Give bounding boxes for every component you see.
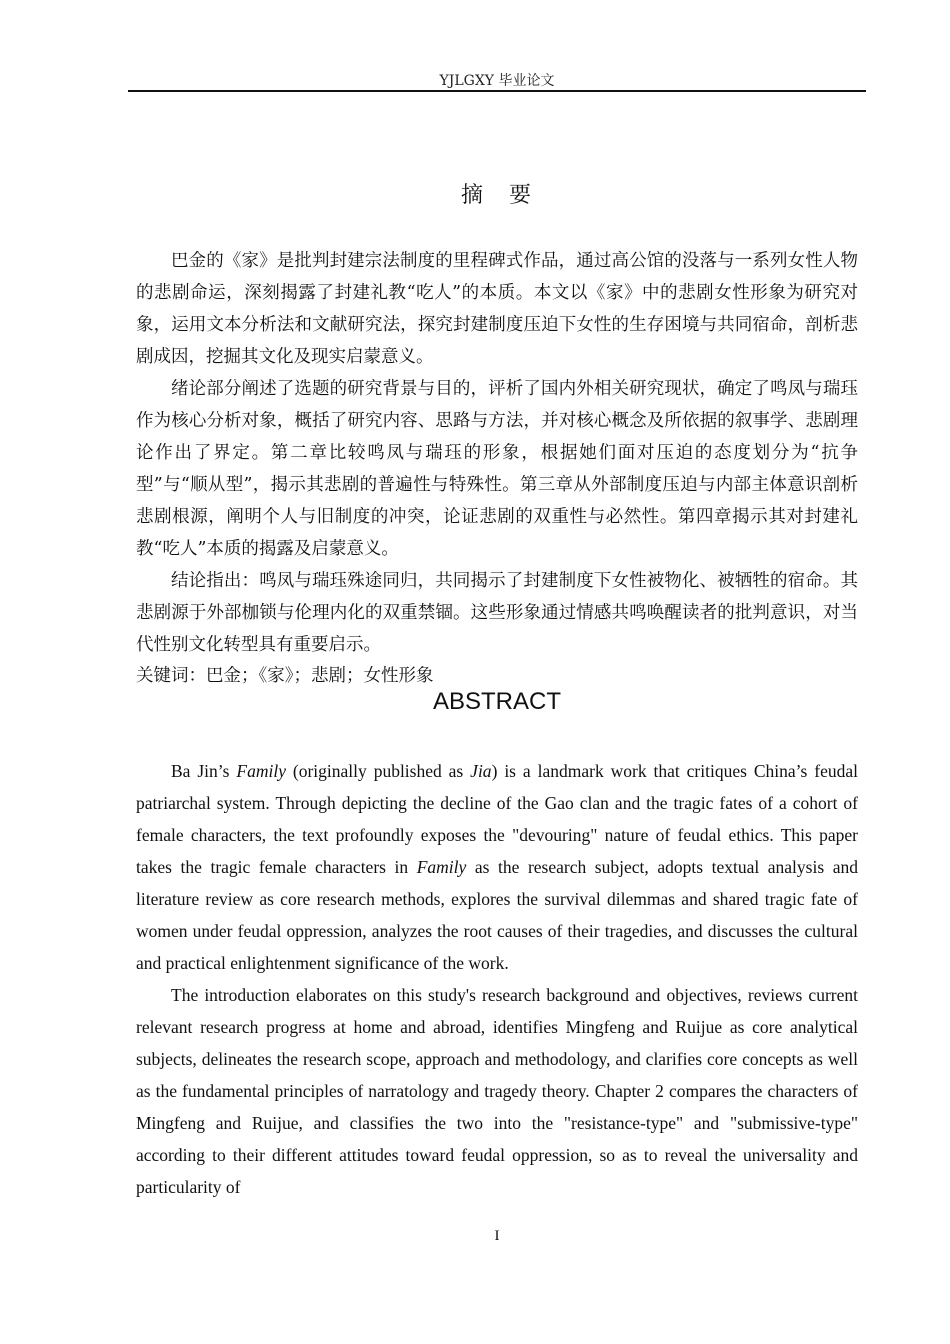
english-abstract-body — [136, 755, 858, 1203]
text-run: as the research subject, adopts textual analysis and literature review as core research methods, explores the survival dilemmas and shared tragic fate of women under feudal oppression, analyzes the root causes of their tragedies, and discusses the cultural and practical enlightenment significance of the work. — [136, 857, 858, 973]
header-rule — [128, 90, 866, 92]
english-abstract-title: ABSTRACT — [432, 688, 561, 715]
chinese-abstract-body — [136, 245, 858, 661]
chinese-abstract-paragraph: 巴金的《家》是批判封建宗法制度的里程碑式作品，通过高公馆的没落与一系列女性人物的悲剧命运，深刻揭露了封建礼教“吃人”的本质。本文以《家》中的悲剧女性形象为研究对象，运用文本分析法和文献研究法，探究封建制度压迫下女性的生存困境与共同宿命，剖析悲剧成因，挖掘其文化及现实启蒙意义。 — [136, 251, 858, 367]
keywords-label: 关键词： — [136, 666, 206, 686]
text-run: ) is a landmark work that critiques China’s feudal patriarchal system. Through depicting the decline of the Gao clan and the tragic fates of a cohort of female characters, the text profoundly exposes the "devouring" nature of feudal ethics. This paper takes the tragic female characters in — [136, 761, 858, 877]
italic-title-jia: Jia — [470, 761, 492, 781]
chinese-abstract-paragraph: 结论指出：鸣凤与瑞珏殊途同归，共同揭示了封建制度下女性被物化、被牺牲的宿命。其悲剧源于外部枷锁与伦理内化的双重禁锢。这些形象通过情感共鸣唤醒读者的批判意识，对当代性别文化转型具有重要启示。 — [136, 571, 858, 655]
italic-title-family: Family — [236, 761, 286, 781]
text-run: Ba Jin’s — [171, 761, 237, 781]
text-run: (originally published as — [285, 761, 471, 781]
english-abstract-paragraph: The introduction elaborates on this study's research background and objectives, reviews current relevant research progress at home and abroad, identifies Mingfeng and Ruijue as core analytical subjects, delineates the research scope, approach and methodology, and clarifies core concepts as well as the fundamental principles of narratology and tragedy theory. Chapter 2 compares the characters of Mingfeng and Ruijue, and classifies the two into the "resistance-type" and "submissive-type" according to their different attitudes toward feudal oppression, so as to reveal the universality and particularity of — [136, 985, 858, 1197]
keywords-value: 巴金；《家》；悲剧；女性形象 — [206, 666, 434, 686]
english-abstract-paragraph — [136, 755, 858, 979]
running-header: YJLGXY 毕业论文 — [439, 73, 555, 89]
italic-title-family: Family — [416, 857, 467, 877]
chinese-abstract-title: 摘 要 — [460, 183, 533, 208]
chinese-abstract-paragraph: 绪论部分阐述了选题的研究背景与目的，评析了国内外相关研究现状，确定了鸣凤与瑞珏作为核心分析对象，概括了研究内容、思路与方法，并对核心概念及所依据的叙事学、悲剧理论作出了界定。第二章比较鸣凤与瑞珏的形象，根据她们面对压迫的态度划分为“抗争型”与“顺从型”，揭示其悲剧的普遍性与特殊性。第三章从外部制度压迫与内部主体意识剖析悲剧根源，阐明个人与旧制度的冲突，论证悲剧的双重性与必然性。第四章揭示其对封建礼教“吃人”本质的揭露及启蒙意义。 — [136, 379, 858, 559]
page-number: I — [494, 1228, 500, 1244]
